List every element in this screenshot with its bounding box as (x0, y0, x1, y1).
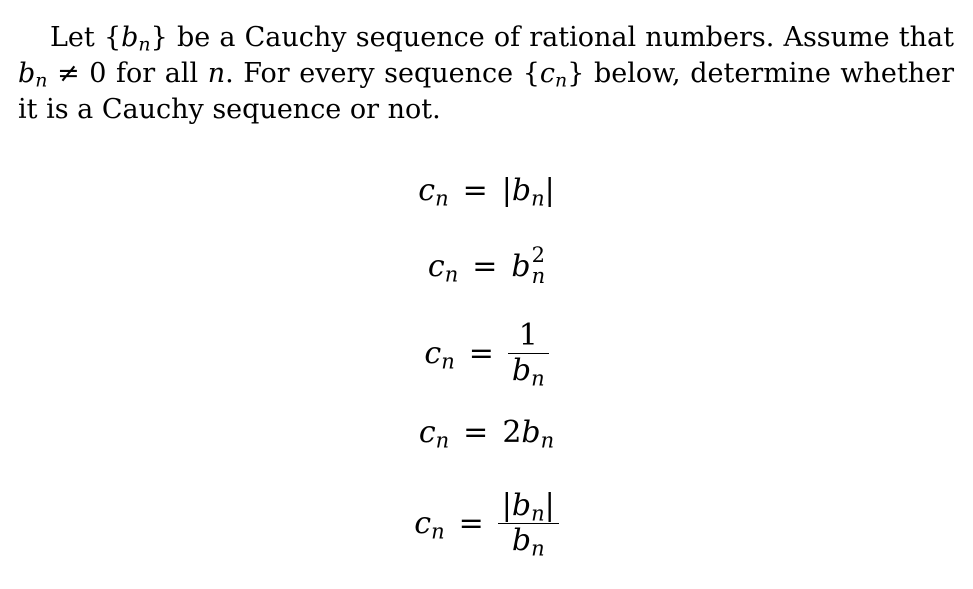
text-let: Let (50, 22, 95, 53)
var-b: b (18, 58, 36, 89)
var-c: c (414, 505, 432, 541)
var-b: b (121, 22, 139, 53)
eq-rhs (502, 173, 555, 208)
subscript-n: n (540, 427, 555, 452)
subscript-n: n (531, 535, 545, 560)
equals-sign: = (468, 335, 494, 371)
equation-reciprocal (0, 313, 973, 393)
problem-statement (18, 20, 954, 128)
subscript-n: n (35, 69, 48, 92)
text-segment: be a Cauchy sequence of rational numbers. Assume that (167, 22, 954, 53)
superscript-2: 2 (531, 243, 545, 267)
subscript-n: n (441, 348, 455, 373)
var-c: c (539, 58, 556, 89)
denominator (508, 354, 549, 388)
var-b: b (511, 352, 532, 388)
subscript-n: n (531, 185, 545, 210)
var-b: b (521, 414, 541, 450)
coefficient-2: 2 (502, 414, 522, 450)
var-c: c (418, 172, 436, 208)
subscript-n: n (555, 69, 568, 92)
abs-b: |b (501, 487, 532, 523)
eq-rhs (502, 415, 554, 450)
fraction (508, 319, 549, 388)
abs-b: |b (501, 172, 532, 208)
equals-sign: = (458, 505, 484, 541)
var-c: c (418, 414, 436, 450)
subscript-n: n (444, 261, 459, 286)
subscript-n: n (435, 427, 450, 452)
subscript-n: n (435, 185, 449, 210)
equation-abs (0, 168, 973, 212)
subscript-n: n (531, 264, 546, 288)
subscript-n: n (531, 500, 545, 525)
eq-rhs (511, 245, 545, 287)
fraction (498, 489, 559, 558)
subscript-n: n (531, 365, 545, 390)
eq-lhs (428, 249, 458, 284)
var-c: c (427, 248, 445, 284)
text-segment: . For every sequence (225, 58, 523, 89)
brace-close: } (150, 22, 168, 53)
var-n: n (207, 58, 226, 89)
eq-lhs (424, 336, 454, 371)
denominator (508, 524, 549, 558)
eq-lhs (419, 415, 449, 450)
numerator: 1 (518, 317, 538, 353)
equals-sign: = (472, 248, 498, 284)
var-b: b (511, 522, 532, 558)
var-c: c (424, 335, 442, 371)
equals-sign: = (462, 172, 488, 208)
eq-lhs (418, 173, 448, 208)
var-b: b (511, 248, 531, 284)
subscript-n: n (138, 33, 151, 56)
equation-square (0, 242, 973, 290)
subscript-n: n (431, 518, 445, 543)
text-segment: ≠ 0 for all (47, 58, 208, 89)
abs-bar: | (544, 172, 555, 208)
brace-open: { (522, 58, 540, 89)
brace-open: { (103, 22, 122, 53)
equals-sign: = (463, 414, 489, 450)
text-segment: below, determine whether it is a Cauchy sequence or not. (18, 58, 954, 125)
brace-close: } (567, 58, 585, 89)
equation-sign (0, 482, 973, 564)
abs-bar: | (544, 487, 555, 523)
equation-double (0, 410, 973, 454)
numerator (498, 489, 559, 523)
eq-lhs (414, 506, 444, 541)
